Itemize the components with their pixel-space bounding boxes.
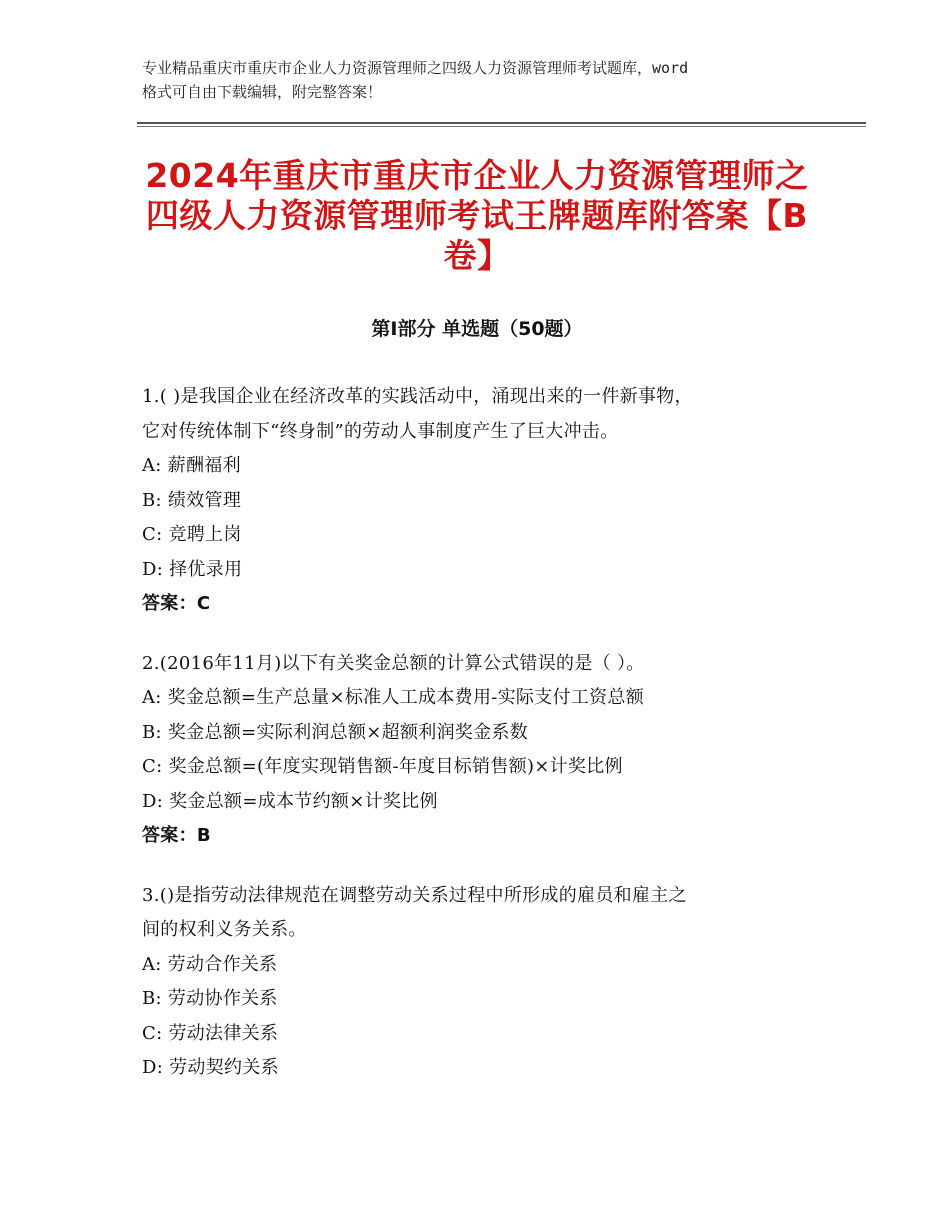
option-c: C: 竞聘上岗	[142, 524, 242, 545]
option-d: D: 奖金总额=成本节约额×计奖比例	[142, 790, 438, 812]
question-stem: 2.(2016年11月)以下有关奖金总额的计算公式错误的是（ ）。	[142, 652, 645, 674]
question-stem: 它对传统体制下“终身制”的劳动人事制度产生了巨大冲击。	[142, 420, 619, 442]
header-divider	[137, 122, 866, 124]
answer: 答案：B	[142, 825, 211, 846]
header-divider-thin	[137, 126, 866, 127]
question-2	[142, 647, 822, 854]
option-c: C: 劳动法律关系	[142, 1022, 279, 1044]
question-3	[142, 879, 822, 1086]
section-title: 第Ⅰ部分 单选题（50题）	[371, 318, 583, 340]
option-d: D: 劳动契约关系	[142, 1057, 279, 1078]
question-stem: 1.( )是我国企业在经济改革的实践活动中，涌现出来的一件新事物，	[142, 386, 693, 407]
header-note-line: 格式可自由下载编辑，附完整答案！	[142, 83, 383, 101]
title-line: 四级人力资源管理师考试王牌题库附答案【B	[145, 196, 809, 235]
option-a: A: 薪酬福利	[142, 455, 241, 476]
question-stem: 3.()是指劳动法律规范在调整劳动关系过程中所形成的雇员和雇主之	[142, 884, 687, 906]
option-a: A: 奖金总额=生产总量×标准人工成本费用-实际支付工资总额	[142, 687, 645, 708]
header-note-line: 专业精品重庆市重庆市企业人力资源管理师之四级人力资源管理师考试题库，word	[142, 59, 689, 77]
option-b: B: 劳动协作关系	[142, 988, 278, 1009]
title-line: 卷】	[443, 236, 511, 275]
answer: 答案：C	[142, 593, 211, 614]
document-title	[137, 156, 817, 276]
title-line: 2024年重庆市重庆市企业人力资源管理师之	[145, 156, 809, 195]
option-c: C: 奖金总额=(年度实现销售额-年度目标销售额)×计奖比例	[142, 756, 623, 777]
option-b: B: 奖金总额=实际利润总额×超额利润奖金系数	[142, 721, 529, 743]
header-note	[142, 56, 822, 104]
option-a: A: 劳动合作关系	[142, 953, 278, 975]
question-1	[142, 380, 822, 622]
option-d: D: 择优录用	[142, 558, 243, 580]
question-stem: 间的权利义务关系。	[142, 919, 307, 940]
question-list	[142, 380, 822, 1111]
option-b: B: 绩效管理	[142, 489, 242, 511]
